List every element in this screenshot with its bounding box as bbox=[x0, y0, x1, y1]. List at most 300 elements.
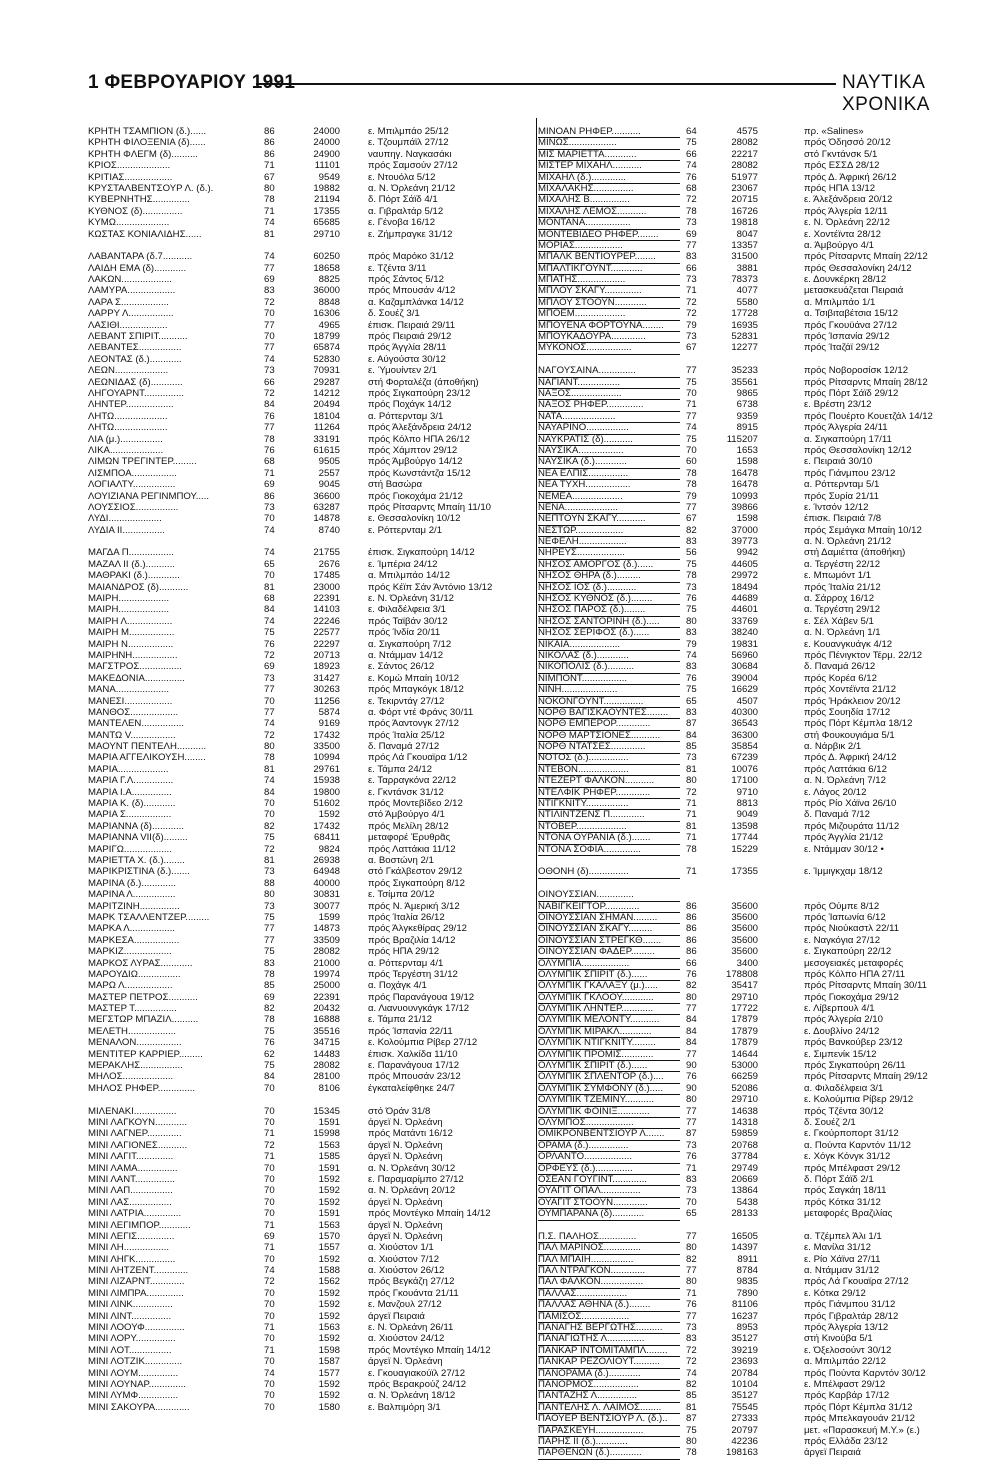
position: πρός Άγγλία 28/11 bbox=[368, 342, 447, 354]
build-year: 83 bbox=[686, 706, 697, 718]
ship-row bbox=[88, 1128, 528, 1139]
ship-name: ΝΗΣΟΣ ΣΑΝΤΟΡΙΝΗ (δ.)..... bbox=[538, 616, 680, 628]
ship-name: ΟΡΦΕΥΣ (δ.).............. bbox=[538, 1163, 680, 1175]
build-year: 74 bbox=[686, 422, 697, 434]
ship-name: ΟΥΑΓΙΤ ΟΠΑΛ............... bbox=[538, 1185, 680, 1197]
tonnage: 22577 bbox=[313, 627, 340, 639]
ship-row bbox=[88, 411, 528, 422]
tonnage: 39866 bbox=[731, 501, 758, 513]
position: άργεϊ Πειραιά bbox=[368, 1310, 425, 1322]
tonnage: 24900 bbox=[313, 148, 340, 160]
build-year: 78 bbox=[686, 843, 697, 855]
tonnage: 1592 bbox=[318, 1333, 340, 1345]
position: μετ. «Παρασκευή Μ.Υ.» (ε.) bbox=[804, 1424, 920, 1436]
tonnage: 22217 bbox=[731, 148, 758, 160]
ship-name: ΟΣΕΑΝ ΓΟΥΓΙΝΤ............. bbox=[538, 1174, 680, 1186]
ship-name: ΝΕΑ ΤΥΧΗ................. bbox=[538, 479, 680, 491]
tonnage: 11256 bbox=[314, 695, 340, 707]
tonnage: 24000 bbox=[313, 137, 340, 149]
tonnage: 1598 bbox=[736, 456, 758, 468]
tonnage: 75545 bbox=[731, 1401, 758, 1413]
build-year: 74 bbox=[264, 353, 275, 365]
ship-name: ΜΥΚΟΝΟΣ................. bbox=[538, 342, 680, 354]
ship-row bbox=[538, 1368, 948, 1379]
ship-name: ΚΡΙΤΙΑΣ.................. bbox=[88, 171, 173, 183]
build-year: 86 bbox=[264, 490, 275, 502]
ship-name: ΛΗΤΩ.................... bbox=[88, 422, 168, 434]
position: δ. Πόρτ Σάϊδ 4/1 bbox=[368, 194, 438, 206]
build-year: 74 bbox=[264, 775, 275, 787]
ship-row bbox=[88, 1151, 528, 1162]
tonnage: 3400 bbox=[736, 957, 758, 969]
position: α. Ντάμμαν 14/12 bbox=[368, 649, 444, 661]
build-year: 84 bbox=[264, 1071, 275, 1083]
tonnage: 10993 bbox=[731, 490, 758, 502]
ship-row bbox=[88, 1322, 528, 1333]
ship-row bbox=[538, 809, 948, 820]
position: πρός Λά Γκουαϊρα 1/12 bbox=[368, 752, 468, 764]
tonnage: 20432 bbox=[313, 1003, 340, 1015]
ship-row bbox=[538, 1140, 948, 1151]
tonnage: 17722 bbox=[731, 1003, 758, 1015]
build-year: 71 bbox=[686, 866, 697, 878]
ship-row bbox=[88, 1003, 528, 1014]
ship-name: ΝΑΥΑΡΙΝΟ................ bbox=[538, 422, 680, 434]
build-year: 73 bbox=[686, 274, 697, 286]
ship-row bbox=[538, 285, 948, 296]
build-year: 65 bbox=[686, 695, 697, 707]
build-year: 66 bbox=[686, 957, 697, 969]
build-year: 70 bbox=[264, 1082, 275, 1094]
ship-row bbox=[538, 547, 948, 558]
position: πρός Πουέρτο Κουετζάλ 14/12 bbox=[804, 410, 933, 422]
position: άργεϊ Ν. Όρλεάνη bbox=[368, 1151, 443, 1163]
ship-row bbox=[538, 775, 948, 786]
position: πρός Κόλπο ΗΠΑ 26/12 bbox=[368, 433, 470, 445]
ship-row bbox=[538, 1197, 948, 1208]
ship-row bbox=[88, 809, 528, 820]
position: πρός Ρίτσαρντς Μπαίη 28/12 bbox=[804, 376, 928, 388]
tonnage: 52086 bbox=[731, 1082, 758, 1094]
ship-row bbox=[538, 958, 948, 969]
ship-name: ΜΗΛΟΣ................... bbox=[88, 1071, 174, 1083]
position: α. Πούντα Καρντόν 11/12 bbox=[804, 1139, 912, 1151]
build-year: 73 bbox=[264, 866, 275, 878]
ship-name: ΝΗΡΕΥΣ.................. bbox=[538, 547, 680, 559]
tonnage: 38240 bbox=[731, 627, 758, 639]
tonnage: 4077 bbox=[736, 285, 758, 297]
build-year: 78 bbox=[264, 968, 275, 980]
ship-name: ΜΠΑΛΤΙΚΓΟΥΝΤ............ bbox=[538, 263, 680, 275]
ship-row bbox=[88, 479, 528, 490]
build-year: 70 bbox=[264, 1401, 275, 1413]
ship-row bbox=[538, 263, 948, 274]
issue-date: 1 ΦΕΒΡΟΥΑΡΙΟΥ 1991 bbox=[88, 72, 296, 93]
build-year: 80 bbox=[686, 615, 697, 627]
ship-name: ΝΕΣΤΩΡ.................. bbox=[538, 525, 680, 537]
build-year: 70 bbox=[264, 308, 275, 320]
left-column bbox=[88, 126, 528, 1413]
ship-row bbox=[88, 1231, 528, 1242]
position: ε. Ν. Όρλεάνη 22/12 bbox=[804, 217, 890, 229]
ship-row bbox=[538, 183, 948, 194]
position: ε. Ύμουίντεν 2/1 bbox=[368, 365, 438, 377]
position: πρός Σουηδία 17/12 bbox=[804, 706, 891, 718]
position: πρός Κωνστάντζα 15/12 bbox=[368, 467, 471, 479]
ship-row bbox=[538, 149, 948, 160]
ship-row bbox=[88, 1185, 528, 1196]
tonnage: 1563 bbox=[318, 1322, 340, 1334]
ship-row bbox=[538, 1185, 948, 1196]
position: πρός Γκουϋάνα 27/12 bbox=[804, 319, 898, 331]
tonnage: 19831 bbox=[731, 638, 758, 650]
ship-row bbox=[88, 126, 528, 137]
tonnage: 16478 bbox=[731, 467, 758, 479]
ship-row bbox=[88, 673, 528, 684]
position: πρός Ούμπε 8/12 bbox=[804, 900, 880, 912]
tonnage: 9359 bbox=[736, 410, 758, 422]
tonnage: 8813 bbox=[736, 798, 758, 810]
build-year: 78 bbox=[686, 205, 697, 217]
build-year: 66 bbox=[686, 262, 697, 274]
build-year: 73 bbox=[264, 900, 275, 912]
build-year: 80 bbox=[264, 889, 275, 901]
build-year: 75 bbox=[264, 1025, 275, 1037]
tonnage: 35600 bbox=[731, 923, 758, 935]
build-year: 82 bbox=[686, 980, 697, 992]
ship-row bbox=[538, 798, 948, 809]
ship-name: ΜΑΡΙΕΤΤΑ Χ. (δ.)........ bbox=[88, 855, 185, 866]
build-year: 76 bbox=[686, 593, 697, 605]
position: ε. Σάντος 26/12 bbox=[368, 661, 435, 673]
ship-name: ΟΥΑΓΙΤ ΣΤΟΟΥΝ............. bbox=[538, 1197, 680, 1209]
ship-row bbox=[88, 160, 528, 171]
tonnage: 13598 bbox=[731, 820, 758, 832]
ship-name: ΝΑΞΟΣ ΡΗΦΕΡ.............. bbox=[538, 399, 680, 411]
position: α. Ν. Όρλεάνη 18/12 bbox=[368, 1390, 456, 1402]
ship-row bbox=[88, 821, 528, 832]
ship-row bbox=[88, 342, 528, 353]
tonnage: 20669 bbox=[731, 1173, 758, 1185]
tonnage: 1592 bbox=[318, 1287, 340, 1299]
ship-row bbox=[538, 331, 948, 342]
ship-row bbox=[538, 866, 948, 877]
ship-name: ΜΑΙΡΗ Ν................. bbox=[88, 638, 174, 650]
ship-row bbox=[538, 730, 948, 741]
ship-row bbox=[88, 1379, 528, 1390]
position: α. Τεργέστη 22/12 bbox=[804, 558, 881, 570]
build-year: 81 bbox=[264, 228, 275, 240]
ship-name: ΝΗΣΟΣ ΚΥΘΝΟΣ (δ.)........ bbox=[538, 593, 680, 605]
tonnage: 26938 bbox=[313, 855, 340, 866]
tonnage: 25000 bbox=[313, 980, 340, 992]
tonnage: 6738 bbox=[736, 399, 758, 411]
tonnage: 1580 bbox=[318, 1401, 340, 1413]
position: πρός ΗΠΑ 29/12 bbox=[368, 946, 440, 958]
ship-name: ΛΙΜΩΝ ΤΡΕΓΙΝΤΕΡ......... bbox=[88, 456, 197, 468]
build-year: 77 bbox=[686, 365, 697, 377]
build-year: 78 bbox=[686, 479, 697, 491]
tonnage: 44689 bbox=[731, 593, 758, 605]
ship-row bbox=[88, 1390, 528, 1401]
ship-name: ΟΥΜΠΑΡΑΝΑ (δ)............ bbox=[538, 1208, 680, 1220]
tonnage: 44605 bbox=[731, 558, 758, 570]
position: πρός Άλγερία 2/10 bbox=[804, 1014, 883, 1026]
ship-row bbox=[538, 787, 948, 798]
build-year: 70 bbox=[264, 1287, 275, 1299]
position: πρός Ίαπωνία 6/12 bbox=[804, 911, 886, 923]
build-year: 78 bbox=[264, 752, 275, 764]
ship-name: ΚΡΙΟΣ.................... bbox=[88, 160, 171, 172]
tonnage: 1592 bbox=[318, 1173, 340, 1185]
tonnage: 1563 bbox=[318, 1139, 340, 1151]
ship-row bbox=[88, 616, 528, 627]
build-year: 73 bbox=[686, 752, 697, 764]
position: ε. Άλεξάνδρεια 20/12 bbox=[804, 194, 893, 206]
position: ναυπηγ. Ναγκασάκι bbox=[368, 148, 452, 160]
position: α. Μπιλμπάο 1/1 bbox=[804, 296, 876, 308]
build-year: 71 bbox=[264, 205, 275, 217]
ship-row bbox=[88, 229, 528, 240]
ship-row bbox=[88, 285, 528, 296]
position: πρός Βερακρούζ 24/12 bbox=[368, 1378, 467, 1390]
build-year: 76 bbox=[264, 1037, 275, 1049]
position: πρός Σιγκαπούρη 23/12 bbox=[368, 387, 471, 399]
ship-name: ΝΟΡΘ ΒΑΓΙΣΚΑΟΥΝΤΕΣ........ bbox=[538, 707, 680, 719]
ship-row bbox=[88, 513, 528, 524]
position: πρός Ίσπανία 29/12 bbox=[804, 331, 890, 343]
ship-row bbox=[538, 1322, 948, 1333]
tonnage: 17355 bbox=[731, 866, 758, 878]
ship-name: ΜΙΝΙ ΛΙΝΤ............... bbox=[88, 1310, 172, 1322]
build-year: 84 bbox=[686, 729, 697, 741]
tonnage: 52831 bbox=[731, 331, 758, 343]
ship-row bbox=[88, 1333, 528, 1344]
tonnage: 1599 bbox=[318, 911, 340, 923]
build-year: 75 bbox=[264, 832, 275, 844]
tonnage: 30077 bbox=[313, 900, 340, 912]
tonnage: 51977 bbox=[731, 171, 758, 183]
build-year: 71 bbox=[686, 809, 697, 821]
ship-name: ΠΑΝΟΡΑΜΑ (δ.)............ bbox=[538, 1368, 680, 1380]
ship-name: ΟΛΥΜΠΙΚ ΣΠΛΕΝΤΟΡ (δ.).... bbox=[538, 1071, 680, 1083]
ship-name: ΟΙΝΟΥΣΣΙΑΝ ΣΚΑΓΥ......... bbox=[538, 923, 680, 935]
tonnage: 35600 bbox=[731, 900, 758, 912]
ship-name: ΝΟΚΟΝΓΟΥΝΤ............... bbox=[538, 696, 680, 708]
tonnage: 35127 bbox=[731, 1390, 758, 1402]
position: ε. Ίμπέρια 24/12 bbox=[368, 558, 438, 570]
tonnage: 15938 bbox=[313, 775, 340, 787]
ship-name: ΝΟΤΟΣ (δ.)............... bbox=[538, 752, 680, 764]
build-year: 56 bbox=[686, 547, 697, 559]
build-year: 73 bbox=[264, 672, 275, 684]
position: στό Γκντάνσκ 5/1 bbox=[804, 148, 878, 160]
ship-row bbox=[88, 1288, 528, 1299]
position: πρός Σιγκαπούρη 26/11 bbox=[804, 1060, 906, 1072]
tonnage: 39219 bbox=[731, 1344, 758, 1356]
ship-row bbox=[88, 844, 528, 855]
group-spacer bbox=[538, 855, 948, 866]
tonnage: 23067 bbox=[731, 182, 758, 194]
build-year: 75 bbox=[264, 946, 275, 958]
tonnage: 29761 bbox=[313, 763, 340, 775]
ship-row bbox=[88, 502, 528, 513]
tonnage: 3881 bbox=[736, 262, 758, 274]
position: ε. Τάμπα 24/12 bbox=[368, 763, 433, 775]
tonnage: 13357 bbox=[731, 239, 758, 251]
build-year: 71 bbox=[264, 1128, 275, 1140]
position: άργεϊ Πειραιά bbox=[804, 1447, 861, 1459]
position: πρός Μιζουράτα 11/12 bbox=[804, 820, 900, 832]
build-year: 83 bbox=[686, 627, 697, 639]
ship-row bbox=[88, 718, 528, 729]
position: στή Δαμιέττα (άποθήκη) bbox=[804, 547, 906, 559]
build-year: 70 bbox=[264, 809, 275, 821]
tonnage: 11264 bbox=[314, 422, 340, 434]
build-year: 78 bbox=[686, 467, 697, 479]
position: πρός Μπουσάν 4/12 bbox=[368, 285, 456, 297]
position: έγκαταλείφθηκε 24/7 bbox=[368, 1082, 456, 1094]
ship-row bbox=[538, 1311, 948, 1322]
ship-row bbox=[538, 707, 948, 718]
ship-row bbox=[88, 980, 528, 991]
build-year: 76 bbox=[264, 444, 275, 456]
ship-row bbox=[538, 616, 948, 627]
ship-name: ΜΙΣΤΕΡ ΜΙΧΑΗΛ........... bbox=[538, 160, 680, 172]
build-year: 84 bbox=[686, 1014, 697, 1026]
position: ε. Χοντέϊντα 28/12 bbox=[804, 228, 882, 240]
build-year: 70 bbox=[264, 1185, 275, 1197]
ship-row bbox=[88, 627, 528, 638]
ship-row bbox=[538, 479, 948, 490]
build-year: 83 bbox=[264, 285, 275, 297]
ship-name: ΠΑΝΚΑΡ ΙΝΤΟΜΙΤΑΜΠΛ........ bbox=[538, 1345, 680, 1357]
build-year: 73 bbox=[686, 1139, 697, 1151]
ship-row bbox=[538, 1333, 948, 1344]
tonnage: 16888 bbox=[313, 1014, 340, 1026]
ship-row bbox=[538, 274, 948, 285]
build-year: 76 bbox=[686, 672, 697, 684]
position: δ. Παναμά 7/12 bbox=[804, 809, 870, 821]
tonnage: 8825 bbox=[318, 274, 340, 286]
ship-name: ΚΩΣΤΑΣ ΚΟΝΙΑΛΙΔΗΣ...... bbox=[88, 228, 202, 240]
position: α. Νάρβικ 2/1 bbox=[804, 741, 862, 753]
ship-name: ΜΟΝΤΕΒΙΔΕΟ ΡΗΦΕΡ........ bbox=[538, 229, 680, 241]
build-year: 77 bbox=[264, 923, 275, 935]
position: α. Σιγκαπούρη 7/12 bbox=[368, 638, 452, 650]
tonnage: 17432 bbox=[313, 820, 340, 832]
ship-name: ΜΙΝΙ ΛΟΤ................ bbox=[88, 1344, 172, 1356]
ship-row bbox=[88, 1254, 528, 1265]
ship-name: ΟΜΙΚΡΟΝΒΕΝΤΣΙΟΥΡ Λ....... bbox=[538, 1128, 680, 1140]
position: ε. Δουβλίνο 24/12 bbox=[804, 1025, 880, 1037]
ship-name: ΝΗΣΟΣ ΘΗΡΑ (δ.)......... bbox=[538, 570, 680, 582]
ship-name: ΜΙΝΙ ΛΟΥΝΑΡ.............. bbox=[88, 1378, 186, 1390]
ship-row bbox=[88, 775, 528, 786]
group-spacer bbox=[88, 240, 528, 251]
tonnage: 16726 bbox=[731, 205, 758, 217]
group-spacer bbox=[88, 536, 528, 547]
position: ε. Ντουόλα 5/12 bbox=[368, 171, 436, 183]
position: πρός Κέϊπ Σάν Άντόνιο 13/12 bbox=[368, 581, 493, 593]
ship-row bbox=[88, 696, 528, 707]
build-year: 72 bbox=[686, 1356, 697, 1368]
position: πρός Μπελκαγουάν 21/12 bbox=[804, 1413, 916, 1425]
position: πρός Βεγκάζη 27/12 bbox=[368, 1276, 455, 1288]
ship-row bbox=[538, 422, 948, 433]
position: έπισκ. Πειραιά 29/11 bbox=[368, 319, 456, 331]
build-year: 83 bbox=[264, 957, 275, 969]
build-year: 71 bbox=[264, 1322, 275, 1334]
ship-row bbox=[538, 172, 948, 183]
position: πρός Μελίλη 28/12 bbox=[368, 820, 449, 832]
ship-name: ΜΑΓΣΤΡΟΣ................ bbox=[88, 661, 182, 673]
ship-row bbox=[88, 263, 528, 274]
ship-name: ΛΟΥΣΣΙΟΣ................ bbox=[88, 501, 179, 513]
build-year: 77 bbox=[264, 319, 275, 331]
ship-row bbox=[538, 160, 948, 171]
position: δ. Παναμά 26/12 bbox=[804, 661, 876, 673]
build-year: 75 bbox=[686, 604, 697, 616]
position: μεσογειακές μεταφορές bbox=[804, 957, 904, 969]
build-year: 70 bbox=[686, 387, 697, 399]
ship-row bbox=[538, 1117, 948, 1128]
ship-name: ΟΛΥΜΠΙΚ ΝΤΙΓΚΝΙΤΥ......... bbox=[538, 1037, 680, 1049]
tonnage: 15998 bbox=[313, 1128, 340, 1140]
ship-row bbox=[88, 901, 528, 912]
position: α. Τεργέστη 29/12 bbox=[804, 604, 881, 616]
ship-row bbox=[538, 491, 948, 502]
ship-row bbox=[538, 1254, 948, 1265]
ship-name: ΜΙΝΙ ΛΗΓΚ............... bbox=[88, 1253, 176, 1265]
tonnage: 9835 bbox=[736, 1276, 758, 1288]
build-year: 81 bbox=[686, 763, 697, 775]
ship-row bbox=[88, 468, 528, 479]
publication-title: ΝΑΥΤΙΚΑ ΧΡΟΝΙΚΑ bbox=[842, 72, 930, 115]
build-year: 65 bbox=[264, 558, 275, 570]
position: ε. Γκντάνσκ 31/12 bbox=[368, 786, 444, 798]
ship-name: ΝΤΙΛΙΝΤΖΕΝΣ Π............. bbox=[538, 809, 680, 821]
position: πρός Ρίτσαρντς Μπαίη 11/10 bbox=[368, 501, 491, 513]
build-year: 70 bbox=[686, 1196, 697, 1208]
build-year: 76 bbox=[686, 1071, 697, 1083]
build-year: 76 bbox=[686, 171, 697, 183]
ship-name: ΠΑΝΚΑΡ ΡΕΖΟΛΙΟΥΤ.......... bbox=[538, 1356, 680, 1368]
tonnage: 1592 bbox=[318, 1390, 340, 1402]
ship-name: ΜΑΡΙΝΑ (δ.)............. bbox=[88, 877, 176, 889]
tonnage: 17728 bbox=[731, 308, 758, 320]
position: πρός Γιοκοχάμα 21/12 bbox=[368, 490, 463, 502]
tonnage: 31500 bbox=[731, 251, 758, 263]
ship-name: ΜΗΛΟΣ ΡΗΦΕΡ.............. bbox=[88, 1082, 196, 1094]
position: α. Τσιβιταβέτσια 15/12 bbox=[804, 308, 899, 320]
build-year: 60 bbox=[686, 456, 697, 468]
build-year: 72 bbox=[264, 387, 275, 399]
build-year: 84 bbox=[686, 1025, 697, 1037]
build-year: 78 bbox=[264, 194, 275, 206]
tonnage: 17432 bbox=[313, 729, 340, 741]
tonnage: 19818 bbox=[731, 217, 758, 229]
group-spacer bbox=[538, 878, 948, 889]
build-year: 78 bbox=[686, 1447, 697, 1459]
position: ε. Γένοβα 16/12 bbox=[368, 217, 436, 229]
position: πρός Ήράκλειον 20/12 bbox=[804, 695, 901, 707]
tonnage: 31427 bbox=[313, 672, 340, 684]
position: πρ. «Salines» bbox=[804, 126, 864, 137]
build-year: 80 bbox=[686, 991, 697, 1003]
ship-name: ΜΙΝΙ ΛΑΓΙΤ.............. bbox=[88, 1151, 174, 1163]
position: ε. Σιγκαπούρη 22/12 bbox=[804, 946, 892, 958]
